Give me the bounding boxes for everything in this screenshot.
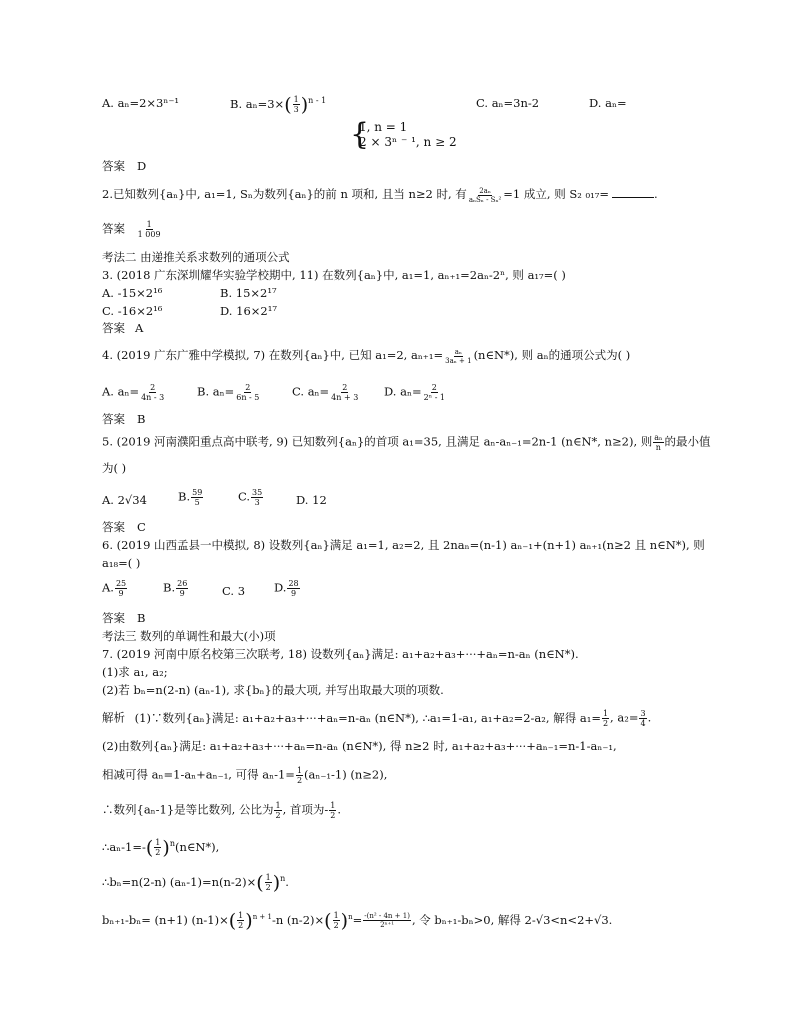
q5-option-b: B. $\frac{59}{5}$ bbox=[178, 488, 203, 507]
q4-option-d: D. aₙ= $\frac{2}{\text{2ⁿ - 1}}$ bbox=[384, 383, 446, 402]
q1-option-b: B. aₙ=3×( $\frac{1}{3}$ )$^{n - 1}$ bbox=[230, 93, 327, 116]
q3-question: 3. (2018 广东深圳耀华实验学校期中, 11) 在数列{aₙ}中, a₁=1, aₙ₊₁=2aₙ-2ⁿ, 则 a₁₇=( ) bbox=[102, 268, 566, 282]
q7-part-2: (2)若 bₙ=n(2-n) (aₙ-1), 求{bₙ}的最大项, 并写出取最大项的项数. bbox=[102, 683, 444, 697]
q5-fraction: $\frac{\text{aₙ}}{n}$ bbox=[654, 433, 663, 452]
q3-answer: 答案 A bbox=[102, 321, 144, 335]
q7-solution-line3: 相减可得 aₙ=1-aₙ+aₙ₋₁, 可得 aₙ-1= $\frac{1}{2}$ (aₙ₋₁-1) (n≥2), bbox=[102, 766, 388, 785]
q6-answer: 答案 B bbox=[102, 611, 146, 625]
q7-part-1: (1)求 a₁, a₂; bbox=[102, 665, 168, 679]
q6-option-b: B. $\frac{26}{9}$ bbox=[163, 579, 188, 598]
q6-question: 6. (2019 山西孟县一中模拟, 8) 设数列{aₙ}满足 a₁=1, a₂=2, 且 2naₙ=(n-1) aₙ₋₁+(n+1) aₙ₊₁(n≥2 且 n∈N*), 则 bbox=[102, 538, 705, 552]
section-heading-2: 考法二 由递推关系求数列的通项公式 bbox=[102, 250, 290, 264]
q6-option-c: C. 3 bbox=[222, 584, 246, 598]
q7-solution-line4: ∴数列{aₙ-1}是等比数列, 公比为 $\frac{1}{2}$ , 首项为- $\frac{1}{2}$ . bbox=[102, 801, 342, 820]
q5-option-a: A. 2√34 bbox=[102, 493, 147, 507]
q6-option-d: D. $\frac{28}{9}$ bbox=[274, 579, 299, 598]
q4-answer: 答案 B bbox=[102, 412, 146, 426]
q3-option-b: B. 15×2¹⁷ bbox=[220, 286, 277, 300]
q2-answer: 答案 $\frac{1}{1 009}$ bbox=[102, 220, 161, 239]
q1-piece-1: 1, n = 1 bbox=[359, 120, 408, 134]
q4-option-c: C. aₙ= $\frac{2}{4n + 3}$ bbox=[292, 383, 359, 402]
q3-option-c: C. -16×2¹⁶ bbox=[102, 304, 163, 318]
q6-option-a: A. $\frac{25}{9}$ bbox=[102, 579, 127, 598]
q3-option-d: D. 16×2¹⁷ bbox=[220, 304, 277, 318]
q1-option-a: A. aₙ=2×3ⁿ⁻¹ bbox=[102, 96, 180, 110]
q4-fraction: $\frac{\text{aₙ}}{\text{3aₙ + 1}}$ bbox=[445, 347, 472, 365]
q1-option-c: C. aₙ=3n-2 bbox=[476, 96, 540, 110]
q7-solution-line2: (2)由数列{aₙ}满足: a₁+a₂+a₃+···+aₙ=n-aₙ (n∈N*), 得 n≥2 时, a₁+a₂+a₃+···+aₙ₋₁=n-1-aₙ₋₁, bbox=[102, 739, 617, 753]
q7-solution-line5: ∴aₙ-1=-( $\frac{1}{2}$ )$^n$(n∈N*), bbox=[102, 836, 220, 859]
brace-icon: { bbox=[350, 117, 370, 152]
q1-answer: 答案 D bbox=[102, 159, 147, 173]
q7-question: 7. (2019 河南中原名校第三次联考, 18) 设数列{aₙ}满足: a₁+a₂+a₃+···+aₙ=n-aₙ (n∈N*). bbox=[102, 647, 579, 661]
q5-question-line2: 为( ) bbox=[102, 461, 127, 475]
q4-option-b: B. aₙ= $\frac{2}{6n - 5}$ bbox=[197, 383, 260, 402]
q7-solution-line6: ∴bₙ=n(2-n) (aₙ-1)=n(n-2)×( $\frac{1}{2}$ )$^n$. bbox=[102, 871, 289, 894]
q2-fraction: $\frac{\text{2aₙ}}{\text{aₙSₙ - Sₙ²}}$ bbox=[468, 186, 502, 204]
q6-question-line2: a₁₈=( ) bbox=[102, 556, 141, 570]
q2-answer-blank bbox=[612, 187, 654, 198]
q4-question: 4. (2019 广东广雅中学模拟, 7) 在数列{aₙ}中, 已知 a₁=2, aₙ₊₁= $\frac{\text{aₙ}}{\text{3aₙ + 1}}$ (n∈N*), 则 aₙ的通项公式为( ) bbox=[102, 347, 631, 365]
q1-option-b-fraction: $\frac{1}{3}$ bbox=[293, 95, 299, 115]
q5-question: 5. (2019 河南濮阳重点高中联考, 9) 已知数列{aₙ}的首项 a₁=35, 且满足 aₙ-aₙ₋₁=2n-1 (n∈N*, n≥2), 则 $\frac{\text{aₙ}}{n}$ 的最小值 bbox=[102, 433, 711, 452]
q5-option-d: D. 12 bbox=[296, 493, 327, 507]
solution-label: 解析 bbox=[102, 710, 125, 725]
q2-question: 2.已知数列{aₙ}中, a₁=1, Sₙ为数列{aₙ}的前 n 项和, 且当 n≥2 时, 有 $\frac{\text{2aₙ}}{\text{aₙSₙ - Sₙ²}}$ =1 成立, 则 S₂ ₀₁₇= . bbox=[102, 186, 658, 204]
q5-option-c: C. $\frac{35}{3}$ bbox=[238, 488, 263, 507]
q3-option-a: A. -15×2¹⁶ bbox=[102, 286, 163, 300]
q7-solution-line1: 解析 (1)∵数列{aₙ}满足: a₁+a₂+a₃+···+aₙ=n-aₙ (n∈N*), ∴a₁=1-a₁, a₁+a₂=2-a₂, 解得 a₁= $\frac{1}{2}$ , a₂= $\frac{3}{4}$ . bbox=[102, 709, 652, 728]
q4-option-a: A. aₙ= $\frac{2}{4n - 3}$ bbox=[102, 383, 165, 402]
q2-answer-fraction: $\frac{1}{1 009}$ bbox=[137, 220, 161, 239]
section-heading-3: 考法三 数列的单调性和最大(小)项 bbox=[102, 629, 276, 643]
q7-solution-line7: bₙ₊₁-bₙ= (n+1) (n-1)×( $\frac{1}{2}$ )$^{n + 1}$-n (n-2)×( $\frac{1}{2}$ )$^n$= $\frac{\text{-(n² - 4n + 1)}}{\text{2ⁿ⁺¹}}$ , 令 bₙ₊₁-bₙ>0, 解得 2-√3<n<2+√3. bbox=[102, 909, 613, 932]
q1-option-d: D. aₙ= bbox=[589, 96, 627, 110]
q1-piece-2: 2 × 3ⁿ ⁻ ¹, n ≥ 2 bbox=[359, 135, 457, 149]
q5-answer: 答案 C bbox=[102, 520, 146, 534]
